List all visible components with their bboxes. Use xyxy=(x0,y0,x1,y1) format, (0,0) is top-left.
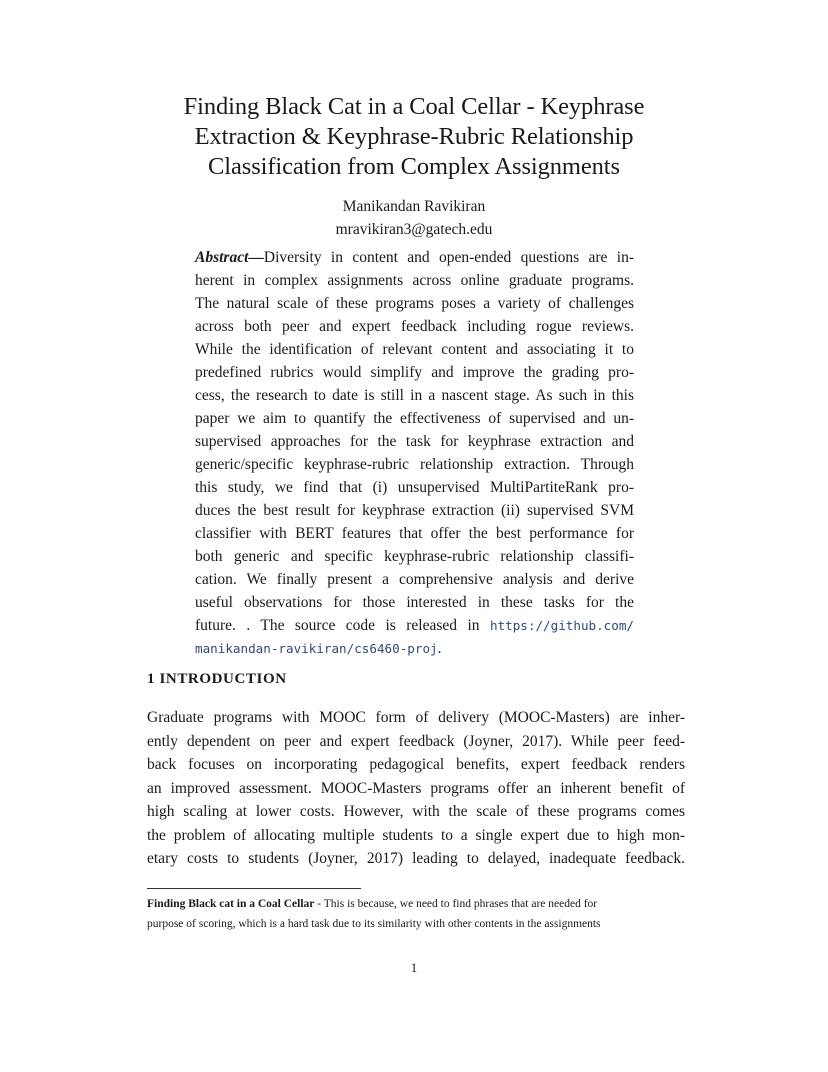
paragraph-line: high scaling at lower costs. However, with the scale of these programs comes xyxy=(147,803,685,820)
source-code-link-continued[interactable]: manikandan-ravikiran/cs6460-proj xyxy=(195,641,438,656)
footnote-rule xyxy=(147,888,361,889)
abstract-line xyxy=(195,246,634,269)
title-line: Extraction & Keyphrase-Rubric Relationship xyxy=(194,123,634,150)
footnote-text: - This is because, we need to find phrases that are needed for xyxy=(314,898,598,910)
abstract-text: Diversity in content and open-ended questions are in- xyxy=(263,249,634,266)
abstract-line: The natural scale of these programs poses a variety of challenges xyxy=(195,295,634,312)
paragraph-line: the problem of allocating multiple students to a single expert due to high mon- xyxy=(147,826,685,844)
author-name: Manikandan Ravikiran xyxy=(342,198,486,215)
paragraph-line: back focuses on incorporating pedagogical benefits, expert feedback renders xyxy=(147,756,685,773)
page-number: 1 xyxy=(410,960,418,975)
abstract-text: future. . The source code is released in xyxy=(195,617,480,634)
footnote xyxy=(147,894,685,934)
title-line: Classification from Complex Assignments xyxy=(208,153,620,180)
footnote-line: purpose of scoring, which is a hard task due to its similarity with other contents in the assignments xyxy=(147,918,601,930)
abstract-line: While the identification of relevant content and associating it to xyxy=(195,341,634,358)
paragraph-line: etary costs to students (Joyner, 2017) leading to delayed, inadequate feedback. xyxy=(147,850,685,867)
title-line: Finding Black Cat in a Coal Cellar - Keyphrase xyxy=(183,93,645,120)
abstract-line: duces the best result for keyphrase extraction (ii) supervised SVM xyxy=(195,502,634,519)
abstract-line: predefined rubrics would simplify and improve the grading pro- xyxy=(195,364,634,381)
abstract-line: generic/specific keyphrase-rubric relationship extraction. Through xyxy=(195,456,634,473)
abstract-line: cation. We finally present a comprehensive analysis and derive xyxy=(195,571,634,588)
abstract-line: supervised approaches for the task for keyphrase extraction and xyxy=(195,433,634,450)
introduction-paragraph xyxy=(147,706,685,871)
abstract-line: useful observations for those interested in these tasks for the xyxy=(195,594,634,611)
author-block xyxy=(0,195,828,241)
abstract-heading: Abstract xyxy=(195,249,249,266)
abstract-line xyxy=(195,614,634,637)
abstract-line: across both peer and expert feedback including rogue reviews. xyxy=(195,318,634,335)
footnote-line xyxy=(147,894,685,914)
abstract-line: paper we aim to quantify the effectiveness of supervised and un- xyxy=(195,410,634,427)
abstract-line: herent in complex assignments across online graduate programs. xyxy=(195,272,634,289)
paragraph-line: an improved assessment. MOOC-Masters programs offer an inherent benefit of xyxy=(147,779,685,797)
paper-title xyxy=(120,92,708,182)
abstract-line: cess, the research to date is still in a nascent stage. As such in this xyxy=(195,387,634,404)
section-heading: 1 INTRODUCTION xyxy=(147,671,287,687)
paragraph-line: ently dependent on peer and expert feedback (Joyner, 2017). While peer feed- xyxy=(147,732,685,750)
source-code-link[interactable]: https://github.com/ xyxy=(489,618,635,633)
abstract-text: . xyxy=(437,640,442,657)
author-email: mravikiran3@gatech.edu xyxy=(335,221,493,238)
abstract-line: this study, we find that (i) unsupervised MultiPartiteRank pro- xyxy=(195,479,634,496)
abstract-line xyxy=(195,637,634,660)
paragraph-line: Graduate programs with MOOC form of delivery (MOOC-Masters) are inher- xyxy=(147,709,685,726)
footnote-bold-term: Finding Black cat in a Coal Cellar xyxy=(147,898,315,910)
abstract xyxy=(195,246,634,660)
abstract-line: classifier with BERT features that offer the best performance for xyxy=(195,525,634,542)
abstract-dash: — xyxy=(248,249,264,266)
abstract-line: both generic and specific keyphrase-rubric relationship classifi- xyxy=(195,548,634,565)
